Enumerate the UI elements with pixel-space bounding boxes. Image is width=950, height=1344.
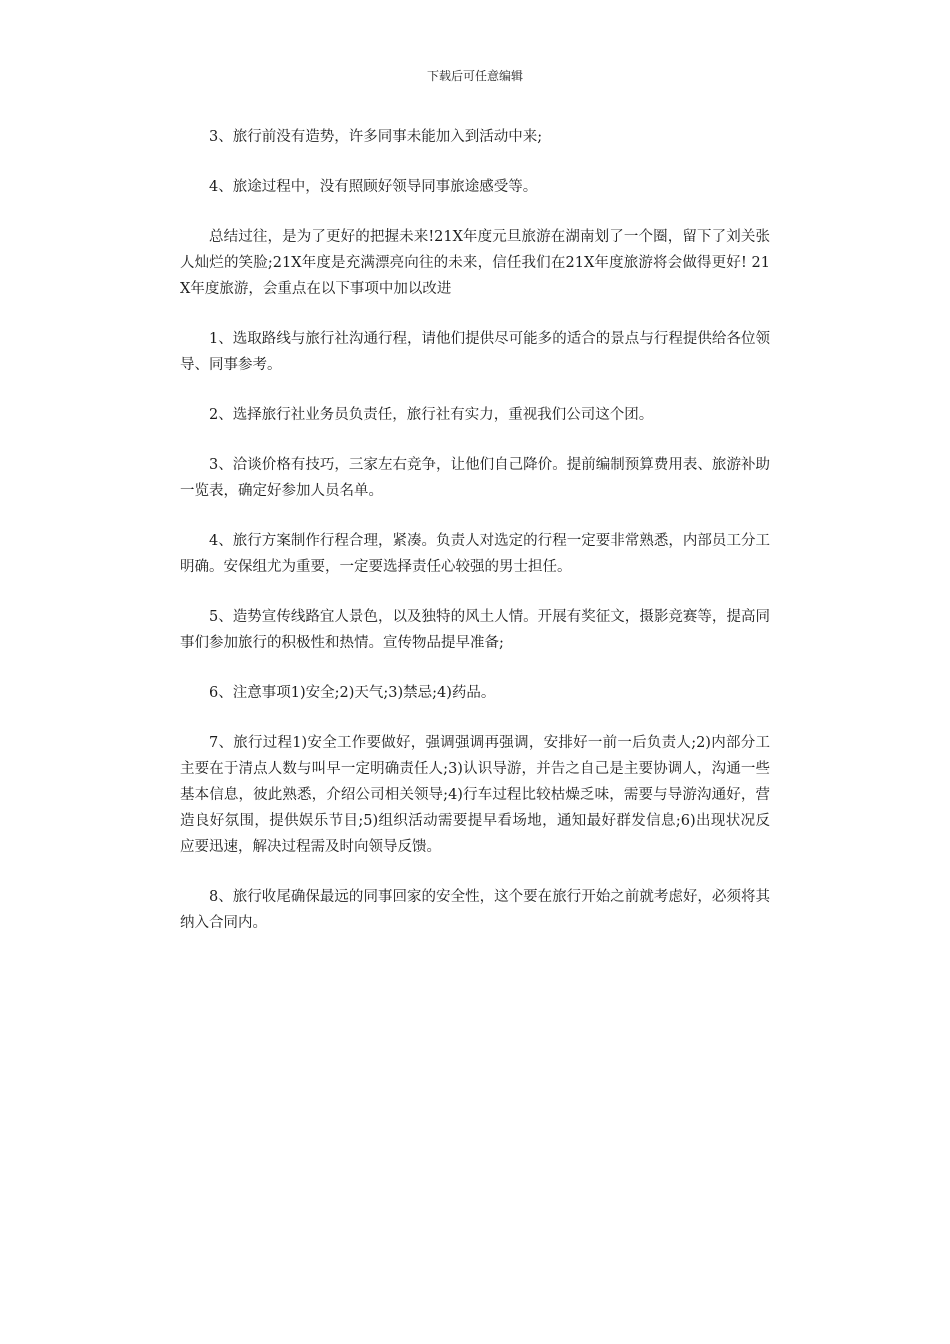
document-body (180, 124, 770, 960)
page-header: 下载后可任意编辑 (426, 69, 523, 83)
paragraph: 5、造势宣传线路宜人景色，以及独特的风土人情。开展有奖征文，摄影竞赛等，提高同事们参加旅行的积极性和热情。宣传物品提早准备; (180, 609, 770, 651)
paragraph: 3、旅行前没有造势，许多同事未能加入到活动中来; (209, 129, 543, 145)
paragraph: 8、旅行收尾确保最远的同事回家的安全性，这个要在旅行开始之前就考虑好，必须将其纳入合同内。 (180, 889, 770, 931)
paragraph: 3、洽谈价格有技巧，三家左右竞争，让他们自己降价。提前编制预算费用表、旅游补助一览表，确定好参加人员名单。 (180, 457, 770, 499)
paragraph: 6、注意事项1)安全;2)天气;3)禁忌;4)药品。 (209, 685, 496, 701)
paragraph: 1、选取路线与旅行社沟通行程，请他们提供尽可能多的适合的景点与行程提供给各位领导、同事参考。 (180, 331, 770, 373)
paragraph: 4、旅途过程中，没有照顾好领导同事旅途感受等。 (209, 179, 538, 195)
paragraph: 2、选择旅行社业务员负责任，旅行社有实力，重视我们公司这个团。 (209, 407, 654, 423)
paragraph: 7、旅行过程1)安全工作要做好，强调强调再强调，安排好一前一后负责人;2)内部分工主要在于清点人数与叫早一定明确责任人;3)认识导游，并告之自己是主要协调人，沟通一些基本信息，彼此熟悉，介绍公司相关领导;4)行车过程比较枯燥乏味，需要与导游沟通好，营造良好氛围，提供娱乐节目;5)组织活动需要提早看场地，通知最好群发信息;6)出现状况反应要迅速，解决过程需及时向领导反馈。 (180, 735, 770, 855)
paragraph: 总结过往，是为了更好的把握未来!21X年度元旦旅游在湖南划了一个圈，留下了刘关张人灿烂的笑脸;21X年度是充满漂亮向往的未来，信任我们在21X年度旅游将会做得更好! 21X年度旅游，会重点在以下事项中加以改进 (180, 229, 770, 297)
paragraph: 4、旅行方案制作行程合理，紧凑。负责人对选定的行程一定要非常熟悉，内部员工分工明确。安保组尤为重要，一定要选择责任心较强的男士担任。 (180, 533, 770, 575)
